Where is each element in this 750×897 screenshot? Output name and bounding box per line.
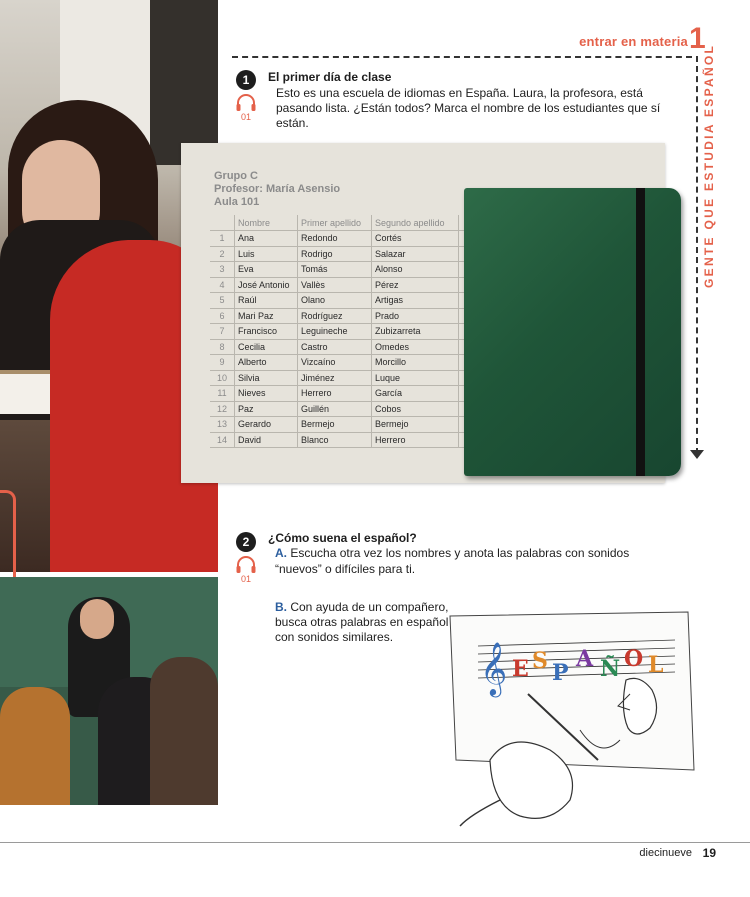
student-second-surname: Salazar: [372, 246, 459, 262]
student-first-surname: Leguineche: [298, 324, 372, 340]
student-name: Luis: [235, 246, 298, 262]
activity-1-number: 1: [236, 70, 256, 90]
row-number: 2: [210, 246, 235, 262]
student-second-surname: Herrero: [372, 432, 459, 448]
student-first-surname: Rodríguez: [298, 308, 372, 324]
student-second-surname: Cortés: [372, 231, 459, 247]
student-first-surname: Bermejo: [298, 417, 372, 433]
row-number: 8: [210, 339, 235, 355]
sheet-teacher: Profesor: María Asensio: [214, 183, 341, 195]
table-row: [210, 324, 481, 340]
row-number: 14: [210, 432, 235, 448]
headphones-icon[interactable]: [235, 556, 257, 574]
arrow-down-icon: [690, 450, 704, 459]
green-notebook: [464, 188, 681, 476]
audio-track-number: 01: [240, 112, 251, 122]
section-title: entrar en materia: [579, 34, 688, 49]
student-first-surname: Vallès: [298, 277, 372, 293]
student-first-surname: Tomás: [298, 262, 372, 278]
unit-vertical-tag-text: GENTE QUE ESTUDIA ESPAÑOL: [702, 43, 716, 288]
footer-page-number: 19: [702, 846, 716, 860]
table-header-row: [210, 215, 481, 231]
student-first-surname: Blanco: [298, 432, 372, 448]
student-first-surname: Castro: [298, 339, 372, 355]
svg-text:L: L: [648, 652, 664, 678]
svg-text:A: A: [576, 646, 594, 672]
svg-text:𝄞: 𝄞: [480, 641, 508, 695]
activity-2a-label: A.: [275, 546, 287, 560]
student-first-surname: Redondo: [298, 231, 372, 247]
row-number: 7: [210, 324, 235, 340]
classroom-photo-teacher: [0, 577, 218, 805]
activity-2a-text: Escucha otra vez los nombres y anota las palabras con sonidos “nuevos” o difíciles para ti.: [275, 546, 630, 576]
student-first-surname: Vizcaíno: [298, 355, 372, 371]
svg-text:E: E: [512, 656, 529, 682]
row-number: 12: [210, 401, 235, 417]
column-header: Nombre: [235, 215, 298, 231]
student-second-surname: Prado: [372, 308, 459, 324]
activity-2b-label: B.: [275, 600, 287, 614]
table-row: [210, 386, 481, 402]
column-header: [210, 215, 235, 231]
student-second-surname: Omedes: [372, 339, 459, 355]
student-first-surname: Guillén: [298, 401, 372, 417]
student-name: Francisco: [235, 324, 298, 340]
student-second-surname: Pérez: [372, 277, 459, 293]
student-first-surname: Olano: [298, 293, 372, 309]
unit-number: 1: [689, 22, 706, 55]
violinist-illustration: [430, 610, 698, 832]
headphones-icon[interactable]: [235, 94, 257, 112]
vertical-dashed-line: [696, 56, 698, 454]
activity-2a: [275, 545, 655, 577]
student-second-surname: Morcillo: [372, 355, 459, 371]
table-row: [210, 262, 481, 278]
activity-2-title: ¿Cómo suena el español?: [268, 531, 417, 545]
student-name: Raúl: [235, 293, 298, 309]
student-name: Alberto: [235, 355, 298, 371]
student-name: Ana: [235, 231, 298, 247]
student-first-surname: Herrero: [298, 386, 372, 402]
student-name: Gerardo: [235, 417, 298, 433]
student-name: Nieves: [235, 386, 298, 402]
sheet-header: [214, 170, 340, 209]
header-dashed-line: [232, 56, 692, 58]
table-row: [210, 293, 481, 309]
student-second-surname: Zubizarreta: [372, 324, 459, 340]
student-name: Eva: [235, 262, 298, 278]
row-number: 3: [210, 262, 235, 278]
row-number: 11: [210, 386, 235, 402]
student-name: Cecilia: [235, 339, 298, 355]
student-name: José Antonio: [235, 277, 298, 293]
table-row: [210, 277, 481, 293]
student-second-surname: Bermejo: [372, 417, 459, 433]
student-second-surname: Artigas: [372, 293, 459, 309]
column-header: Primer apellido: [298, 215, 372, 231]
row-number: 9: [210, 355, 235, 371]
svg-text:S: S: [532, 648, 548, 674]
row-number: 6: [210, 308, 235, 324]
svg-text:Ñ: Ñ: [600, 656, 621, 682]
student-name: Silvia: [235, 370, 298, 386]
table-row: [210, 370, 481, 386]
column-header: Segundo apellido: [372, 215, 459, 231]
student-name: Mari Paz: [235, 308, 298, 324]
audio-track-number: 01: [240, 574, 251, 584]
row-number: 4: [210, 277, 235, 293]
row-number: 10: [210, 370, 235, 386]
row-number: 13: [210, 417, 235, 433]
table-row: [210, 308, 481, 324]
sheet-room: Aula 101: [214, 196, 260, 208]
notebook-elastic-band: [636, 188, 645, 476]
footer-page-word: diecinueve: [639, 847, 692, 859]
student-second-surname: Luque: [372, 370, 459, 386]
table-row: [210, 246, 481, 262]
unit-vertical-tag: [702, 43, 720, 290]
row-number: 5: [210, 293, 235, 309]
svg-text:P: P: [552, 660, 569, 686]
student-name: David: [235, 432, 298, 448]
sheet-group: Grupo C: [214, 170, 258, 182]
activity-2b-text: Con ayuda de un compañero, busca otras palabras en español con sonidos similares.: [275, 600, 449, 644]
roll-call-table: [210, 215, 481, 448]
table-row: [210, 339, 481, 355]
table-row: [210, 231, 481, 247]
table-row: [210, 417, 481, 433]
activity-2-number: 2: [236, 532, 256, 552]
activity-2b: [275, 600, 450, 645]
svg-text:O: O: [624, 646, 644, 672]
activity-1-instructions: Esto es una escuela de idiomas en España. Laura, la profesora, está pasando lista. ¿Están todos? Marca el nombre de los estudiantes que sí están.: [276, 86, 661, 130]
student-first-surname: Jiménez: [298, 370, 372, 386]
row-number: 1: [210, 231, 235, 247]
table-row: [210, 401, 481, 417]
table-row: [210, 355, 481, 371]
activity-1-title: El primer día de clase: [268, 70, 392, 84]
footer-line: [0, 842, 750, 843]
student-name: Paz: [235, 401, 298, 417]
student-second-surname: García: [372, 386, 459, 402]
table-row: [210, 432, 481, 448]
student-second-surname: Alonso: [372, 262, 459, 278]
student-first-surname: Rodrigo: [298, 246, 372, 262]
student-second-surname: Cobos: [372, 401, 459, 417]
